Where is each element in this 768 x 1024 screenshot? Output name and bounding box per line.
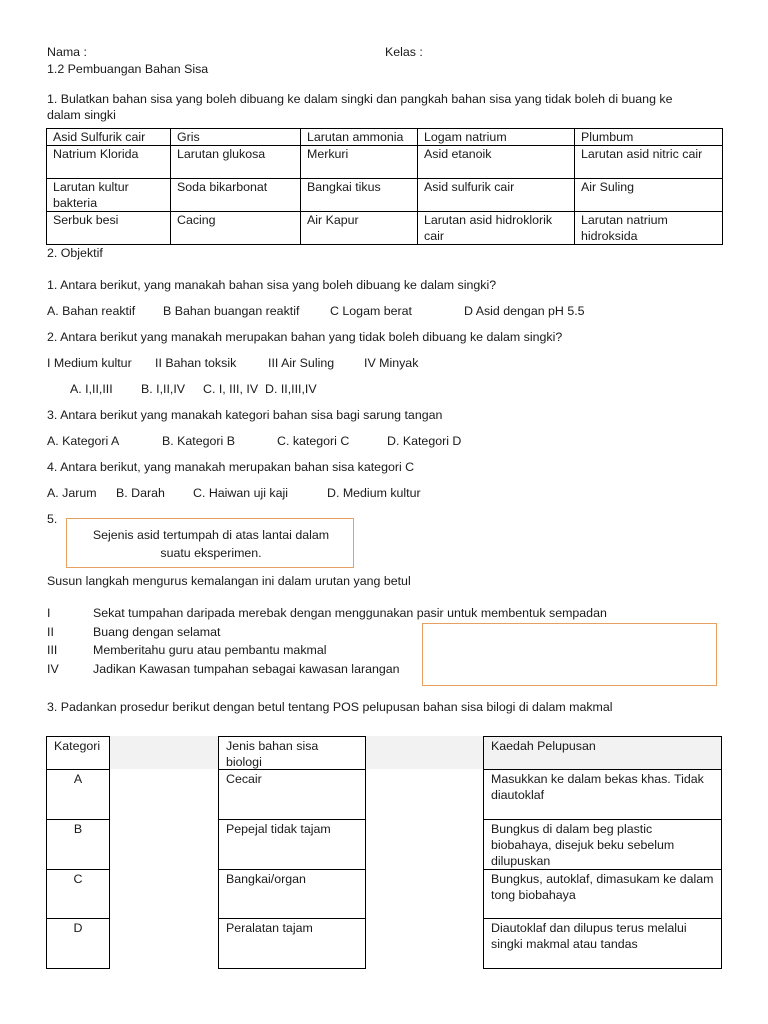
obj-q3-option-a[interactable]: A. Kategori A (47, 434, 120, 448)
step-text: Sekat tumpahan daripada merebak dengan menggunakan pasir untuk membentuk sempadan (93, 606, 607, 620)
obj-q4-text: 4. Antara berikut, yang manakah merupakan bahan sisa kategori C (47, 460, 415, 474)
obj-q2-option-a[interactable]: A. I,II,III (70, 382, 113, 396)
obj-q5-instruction: Susun langkah mengurus kemalangan ini dalam urutan yang betul (47, 574, 411, 588)
step-number: IV (47, 662, 59, 676)
jenis-column (218, 736, 366, 969)
table-row (47, 212, 723, 245)
obj-q2-item: III Air Suling (268, 356, 335, 370)
table-cell[interactable]: Asid etanoik (418, 146, 575, 179)
obj-q3-option-d[interactable]: D. Kategori D (387, 434, 462, 448)
step-number: II (47, 625, 54, 639)
table-cell[interactable]: Larutan natrium hidroksida (575, 212, 723, 245)
kategori-label: A (73, 772, 83, 786)
obj-q5-number: 5. (47, 512, 58, 526)
jenis-item[interactable]: Peralatan tajam (226, 921, 313, 935)
table-cell[interactable]: Serbuk besi (47, 212, 171, 245)
obj-q1-option-d[interactable]: D Asid dengan pH 5.5 (464, 304, 585, 318)
table-cell[interactable]: Gris (171, 129, 301, 146)
obj-q2-option-b[interactable]: B. I,II,IV (141, 382, 186, 396)
obj-q1-option-b[interactable]: B Bahan buangan reaktif (163, 304, 300, 318)
table-cell[interactable]: Soda bikarbonat (171, 179, 301, 212)
table-cell[interactable]: Plumbum (575, 129, 723, 146)
table-cell[interactable]: Larutan ammonia (301, 129, 418, 146)
jenis-header: Jenis bahan sisa biologi (226, 739, 319, 769)
table-cell[interactable]: Logam natrium (418, 129, 575, 146)
kategori-header: Kategori (54, 739, 101, 753)
obj-q1-option-a[interactable]: A. Bahan reaktif (47, 304, 136, 318)
waste-table (46, 128, 723, 245)
table-cell[interactable]: Larutan glukosa (171, 146, 301, 179)
q1-instruction: 1. Bulatkan bahan sisa yang boleh dibuang ke dalam singki dan pangkah bahan sisa yang tidak boleh di buang ke dalam singki (47, 92, 673, 122)
table-cell[interactable]: Asid Sulfurik cair (47, 129, 171, 146)
table-row (47, 179, 723, 212)
obj-q3-option-b[interactable]: B. Kategori B (162, 434, 236, 448)
obj-q3-option-c[interactable]: C. kategori C (277, 434, 350, 448)
step-text: Buang dengan selamat (93, 625, 221, 639)
kaedah-column (483, 736, 722, 969)
table-row (47, 129, 723, 146)
kategori-label: C (73, 872, 83, 886)
obj-q2-option-d[interactable]: D. II,III,IV (265, 382, 317, 396)
kategori-column (46, 736, 110, 969)
kaedah-item[interactable]: Bungkus di dalam beg plastic biobahaya, disejuk beku sebelum dilupuskan (491, 822, 675, 868)
answer-box[interactable] (422, 623, 717, 686)
step-text: Jadikan Kawasan tumpahan sebagai kawasan larangan (93, 662, 400, 676)
table-cell[interactable]: Natrium Klorida (47, 146, 171, 179)
kelas-label: Kelas : (385, 45, 423, 59)
obj-q1-text: 1. Antara berikut, yang manakah bahan sisa yang boleh dibuang ke dalam singki? (47, 278, 497, 292)
table-cell[interactable]: Air Kapur (301, 212, 418, 245)
table-cell[interactable]: Larutan kultur bakteria (47, 179, 171, 212)
obj-q3-text: 3. Antara berikut yang manakah kategori bahan sisa bagi sarung tangan (47, 408, 443, 422)
table-cell[interactable]: Cacing (171, 212, 301, 245)
scenario-box (66, 518, 354, 568)
obj-q1-option-c[interactable]: C Logam berat (330, 304, 412, 318)
obj-q2-item: I Medium kultur (47, 356, 132, 370)
table-cell[interactable]: Merkuri (301, 146, 418, 179)
obj-q2-item: IV Minyak (364, 356, 419, 370)
table-cell[interactable]: Asid sulfurik cair (418, 179, 575, 212)
obj-q4-option-d[interactable]: D. Medium kultur (327, 486, 421, 500)
table-cell[interactable]: Larutan asid nitric cair (575, 146, 723, 179)
q3-instruction: 3. Padankan prosedur berikut dengan betul tentang POS pelupusan bahan sisa bilogi di dalam makmal (47, 700, 613, 714)
table-cell[interactable]: Air Suling (575, 179, 723, 212)
objektif-title: 2. Objektif (47, 246, 103, 260)
obj-q2-option-c[interactable]: C. I, III, IV (203, 382, 259, 396)
obj-q4-option-b[interactable]: B. Darah (116, 486, 165, 500)
kaedah-item[interactable]: Masukkan ke dalam bekas khas. Tidak diautoklaf (491, 772, 704, 802)
jenis-item[interactable]: Bangkai/organ (226, 872, 306, 886)
kaedah-item[interactable]: Diautoklaf dan dilupus terus melalui singki makmal atau tandas (491, 921, 687, 951)
scenario-text: Sejenis asid tertumpah di atas lantai dalam suatu eksperimen. (92, 528, 330, 560)
jenis-item[interactable]: Pepejal tidak tajam (226, 822, 331, 836)
obj-q2-item: II Bahan toksik (155, 356, 237, 370)
kaedah-item[interactable]: Bungkus, autoklaf, dimasukam ke dalam tong biobahaya (491, 872, 714, 902)
step-text: Memberitahu guru atau pembantu makmal (93, 643, 327, 657)
obj-q4-option-c[interactable]: C. Haiwan uji kaji (193, 486, 289, 500)
kategori-label: D (73, 921, 83, 935)
kaedah-header: Kaedah Pelupusan (491, 739, 596, 753)
kategori-label: B (73, 822, 83, 836)
step-number: I (47, 606, 51, 620)
table-cell[interactable]: Larutan asid hidroklorik cair (418, 212, 575, 245)
section-title: 1.2 Pembuangan Bahan Sisa (47, 62, 209, 76)
nama-label: Nama : (47, 45, 87, 59)
obj-q2-text: 2. Antara berikut yang manakah merupakan bahan yang tidak boleh dibuang ke dalam singki? (47, 330, 563, 344)
obj-q4-option-a[interactable]: A. Jarum (47, 486, 97, 500)
table-row (47, 146, 723, 179)
table-cell[interactable]: Bangkai tikus (301, 179, 418, 212)
step-number: III (47, 643, 58, 657)
jenis-item[interactable]: Cecair (226, 772, 262, 786)
